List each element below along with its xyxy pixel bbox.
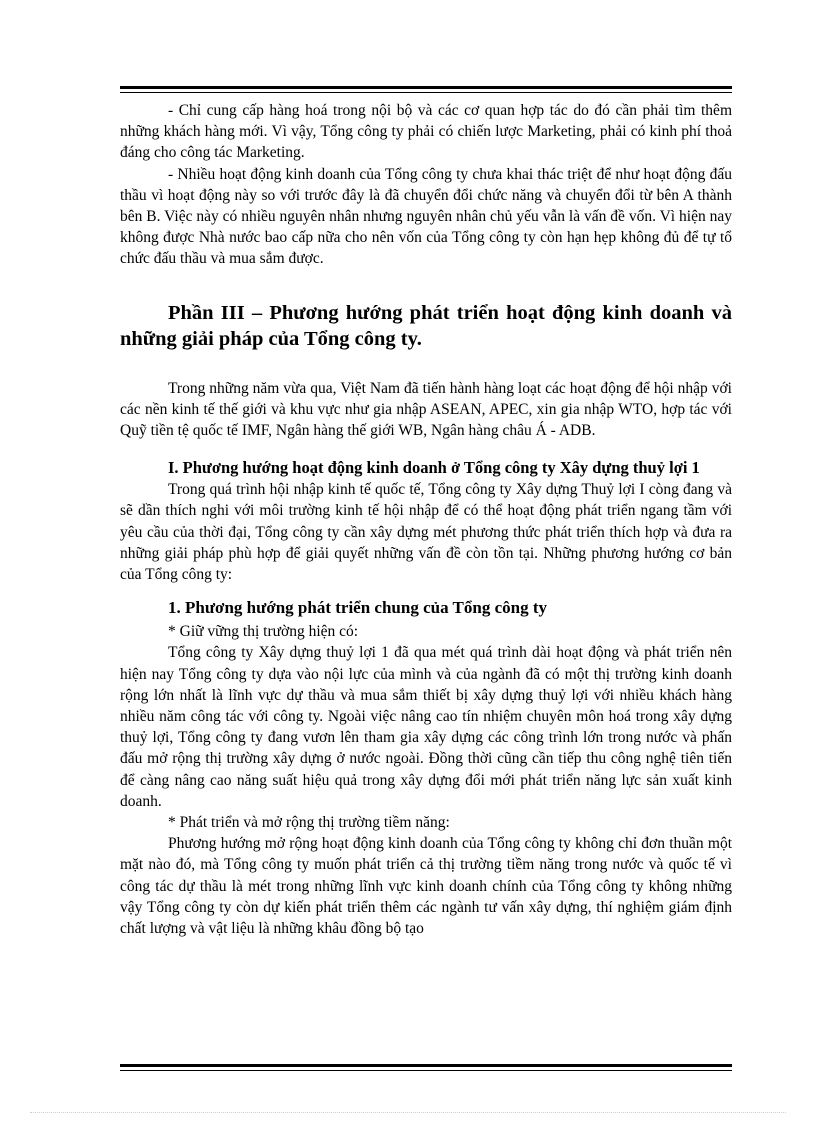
page-edge-dotted-line <box>30 1112 786 1113</box>
header-double-rule <box>120 86 732 93</box>
subsection-paragraph-4: Phương hướng mở rộng hoạt động kinh doanh của Tổng công ty không chỉ đơn thuần một mặt nào đó, mà Tổng công ty muốn phát triển cả thị trường tiềm năng trong nước và quốc tế vì công tác dự thầu là mét trong những lĩnh vực kinh doanh chính của Tổng công ty không những vậy Tổng công ty còn dự kiến phát triển thêm các ngành tư vấn xây dựng, thí nghiệm giám định chất lượng và vật liệu là những khâu đồng bộ tạo <box>120 835 732 938</box>
subsection-paragraph-2: Tổng công ty Xây dựng thuỷ lợi 1 đã qua mét quá trình dài hoạt động và phát triển nên hiện nay Tổng công ty dựa vào nội lực của mình và của ngành đã có một thị trường kinh doanh rộng lớn nhất là lĩnh vực dự thầu và mua sắm thiết bị xây dựng thuỷ lợi với nhiều khách hàng nhiều năm công tác với công ty. Ngoài việc nâng cao tín nhiệm chuyên môn hoá trong xây dựng thuỷ lợi, Tổng công ty đang vươn lên tham gia xây dựng các công trình lớn trong nước và phấn đấu mở rộng thị trường xây dựng ở nước ngoài. Đồng thời cũng cần tiếp thu công nghệ tiên tiến để càng nâng cao năng suất hiệu quả trong xây dựng đổi mới phát triển năng lực sản xuất kinh doanh. <box>120 644 732 810</box>
part-heading: Phần III – Phương hướng phát triển hoạt động kinh doanh và những giải pháp của Tổng công ty. <box>120 301 732 350</box>
intro-paragraph-2: - Nhiều hoạt động kinh doanh của Tổng công ty chưa khai thác triệt để như hoạt động đấu thầu vì hoạt động này so với trước đây là đã chuyển đổi chức năng và chuyển đổi từ bên A thành bên B. Việc này có nhiều nguyên nhân nhưng nguyên nhân chủ yếu vẫn là vấn đề vốn. Vì hiện nay không được Nhà nước bao cấp nữa cho nên vốn của Tổng công ty còn hạn hẹp không đủ để tự tổ chức đấu thầu và mua sắm được. <box>120 165 732 268</box>
section-heading: I. Phương hướng hoạt động kinh doanh ở Tổng công ty Xây dựng thuỷ lợi 1 <box>168 458 700 478</box>
subsection-paragraph-1: * Giữ vững thị trường hiện có: <box>168 623 359 641</box>
intro-paragraph-1: - Chỉ cung cấp hàng hoá trong nội bộ và các cơ quan hợp tác do đó cần phải tìm thêm những khách hàng mới. Vì vậy, Tổng công ty phải có chiến lược Marketing, phải có kinh phí thoả đáng cho công tác Marketing. <box>120 102 732 162</box>
subsection-paragraph-3: * Phát triển và mở rộng thị trường tiềm năng: <box>168 814 450 832</box>
page-content <box>120 100 732 939</box>
part-intro-paragraph: Trong những năm vừa qua, Việt Nam đã tiến hành hàng loạt các hoạt động để hội nhập với các nền kinh tế thế giới và khu vực như gia nhập ASEAN, APEC, xin gia nhập WTO, hợp tác với Quỹ tiền tệ quốc tế IMF, Ngân hàng thế giới WB, Ngân hàng châu Á - ADB. <box>120 379 732 440</box>
subsection-heading: 1. Phương hướng phát triển chung của Tổng công ty <box>168 598 547 618</box>
section-intro-paragraph: Trong quá trình hội nhập kinh tế quốc tế, Tổng công ty Xây dựng Thuỷ lợi I còng đang và sẽ dần thích nghi với môi trường kinh tế hội nhập để có thể hoạt động phát triển ngang tầm với yêu cầu của thời đại, Tổng công ty cần xây dựng mét phương thức phát triển thích hợp và đưa ra những giải pháp phù hợp để giải quyết những vấn đề còn tồn tại. Những phương hướng cơ bản của Tổng công ty: <box>120 481 732 584</box>
footer-double-rule <box>120 1064 732 1071</box>
